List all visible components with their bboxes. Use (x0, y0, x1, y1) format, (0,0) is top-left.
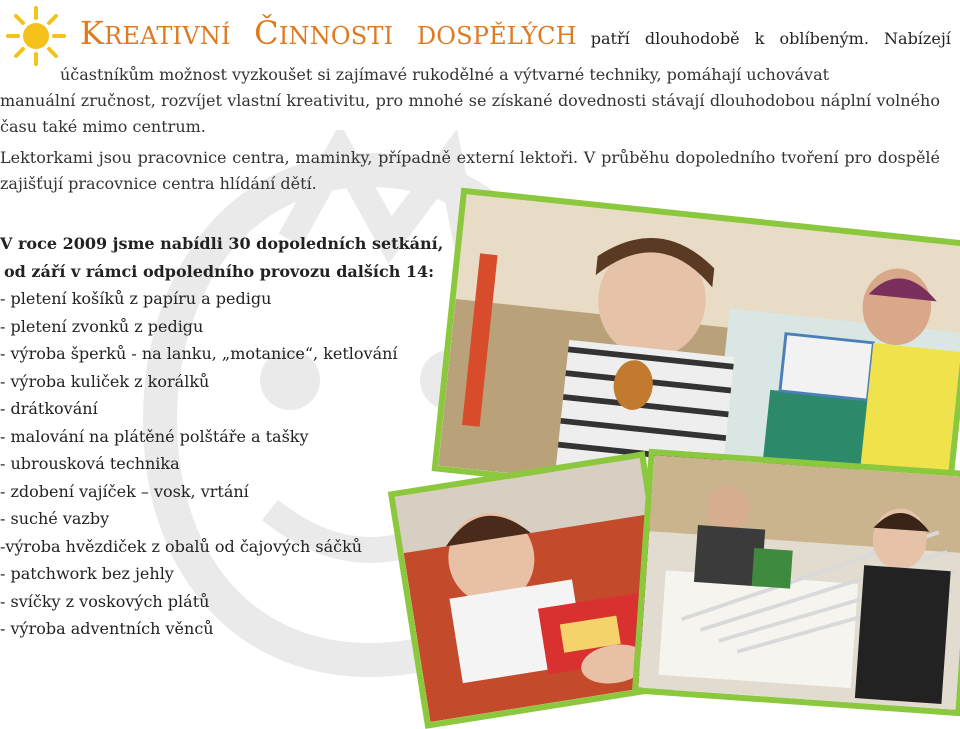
lecturers-paragraph: Lektorkami jsou pracovnice centra, maminky, případně externí lektoři. V průběhu dopoledního tvoření pro dospělé zajišťují pracovnice centra hlídání dětí. (0, 148, 940, 193)
intro-line-1: účastníkům možnost vyzkoušet si zajímavé rukodělné a výtvarné techniky, pomáhají uchovávat (60, 65, 830, 84)
list-item: - svíčky z voskových plátů (0, 591, 210, 611)
title-initial-c: Č (254, 14, 279, 52)
list-item: - pletení košíků z papíru a pedigu (0, 289, 272, 308)
title-continuation: patří dlouhodobě k oblíbeným. Nabízejí (590, 29, 951, 48)
list-item: - malování na plátěné polštáře a tašky (0, 426, 309, 446)
title-word-kreativni: REATIVNÍ (104, 22, 231, 50)
list-item: -výroba hvězdiček z obalů od čajových sáčků (0, 536, 363, 556)
photo-basket-weaving (632, 449, 960, 716)
activities-list (0, 230, 450, 643)
list-lead-1: V roce 2009 jsme nabídli 30 dopoledních setkání, (0, 234, 444, 253)
list-item: - ubrousková technika (0, 454, 180, 473)
title-word-dospelych: DOSPĚLÝCH (416, 22, 577, 50)
list-item: - výroba adventních věnců (0, 619, 214, 638)
title-line (80, 14, 951, 52)
sun-icon (6, 6, 66, 66)
intro-rest: manuální zručnost, rozvíjet vlastní kreativitu, pro mnohé se získané dovednosti stávají dlouhodobou náplní volného času také mimo centrum. (0, 91, 940, 136)
title-initial-k: K (80, 14, 105, 52)
list-item: - výroba kuliček z korálků (0, 371, 210, 391)
list-item: - zdobení vajíček – vosk, vrtání (0, 481, 249, 501)
list-item: - patchwork bez jehly (0, 564, 174, 583)
intro-paragraph (0, 62, 940, 140)
page-title (80, 14, 577, 52)
list-item: - pletení zvonků z pedigu (0, 316, 204, 336)
title-word-cinnosti: INNOSTI (278, 22, 394, 50)
list-item: - výroba šperků - na lanku, „motanice“, ketlování (0, 344, 398, 363)
list-item: - drátkování (0, 399, 98, 418)
list-item: - suché vazby (0, 509, 110, 528)
list-lead-2: od září v rámci odpoledního provozu dalších 14: (4, 261, 435, 281)
